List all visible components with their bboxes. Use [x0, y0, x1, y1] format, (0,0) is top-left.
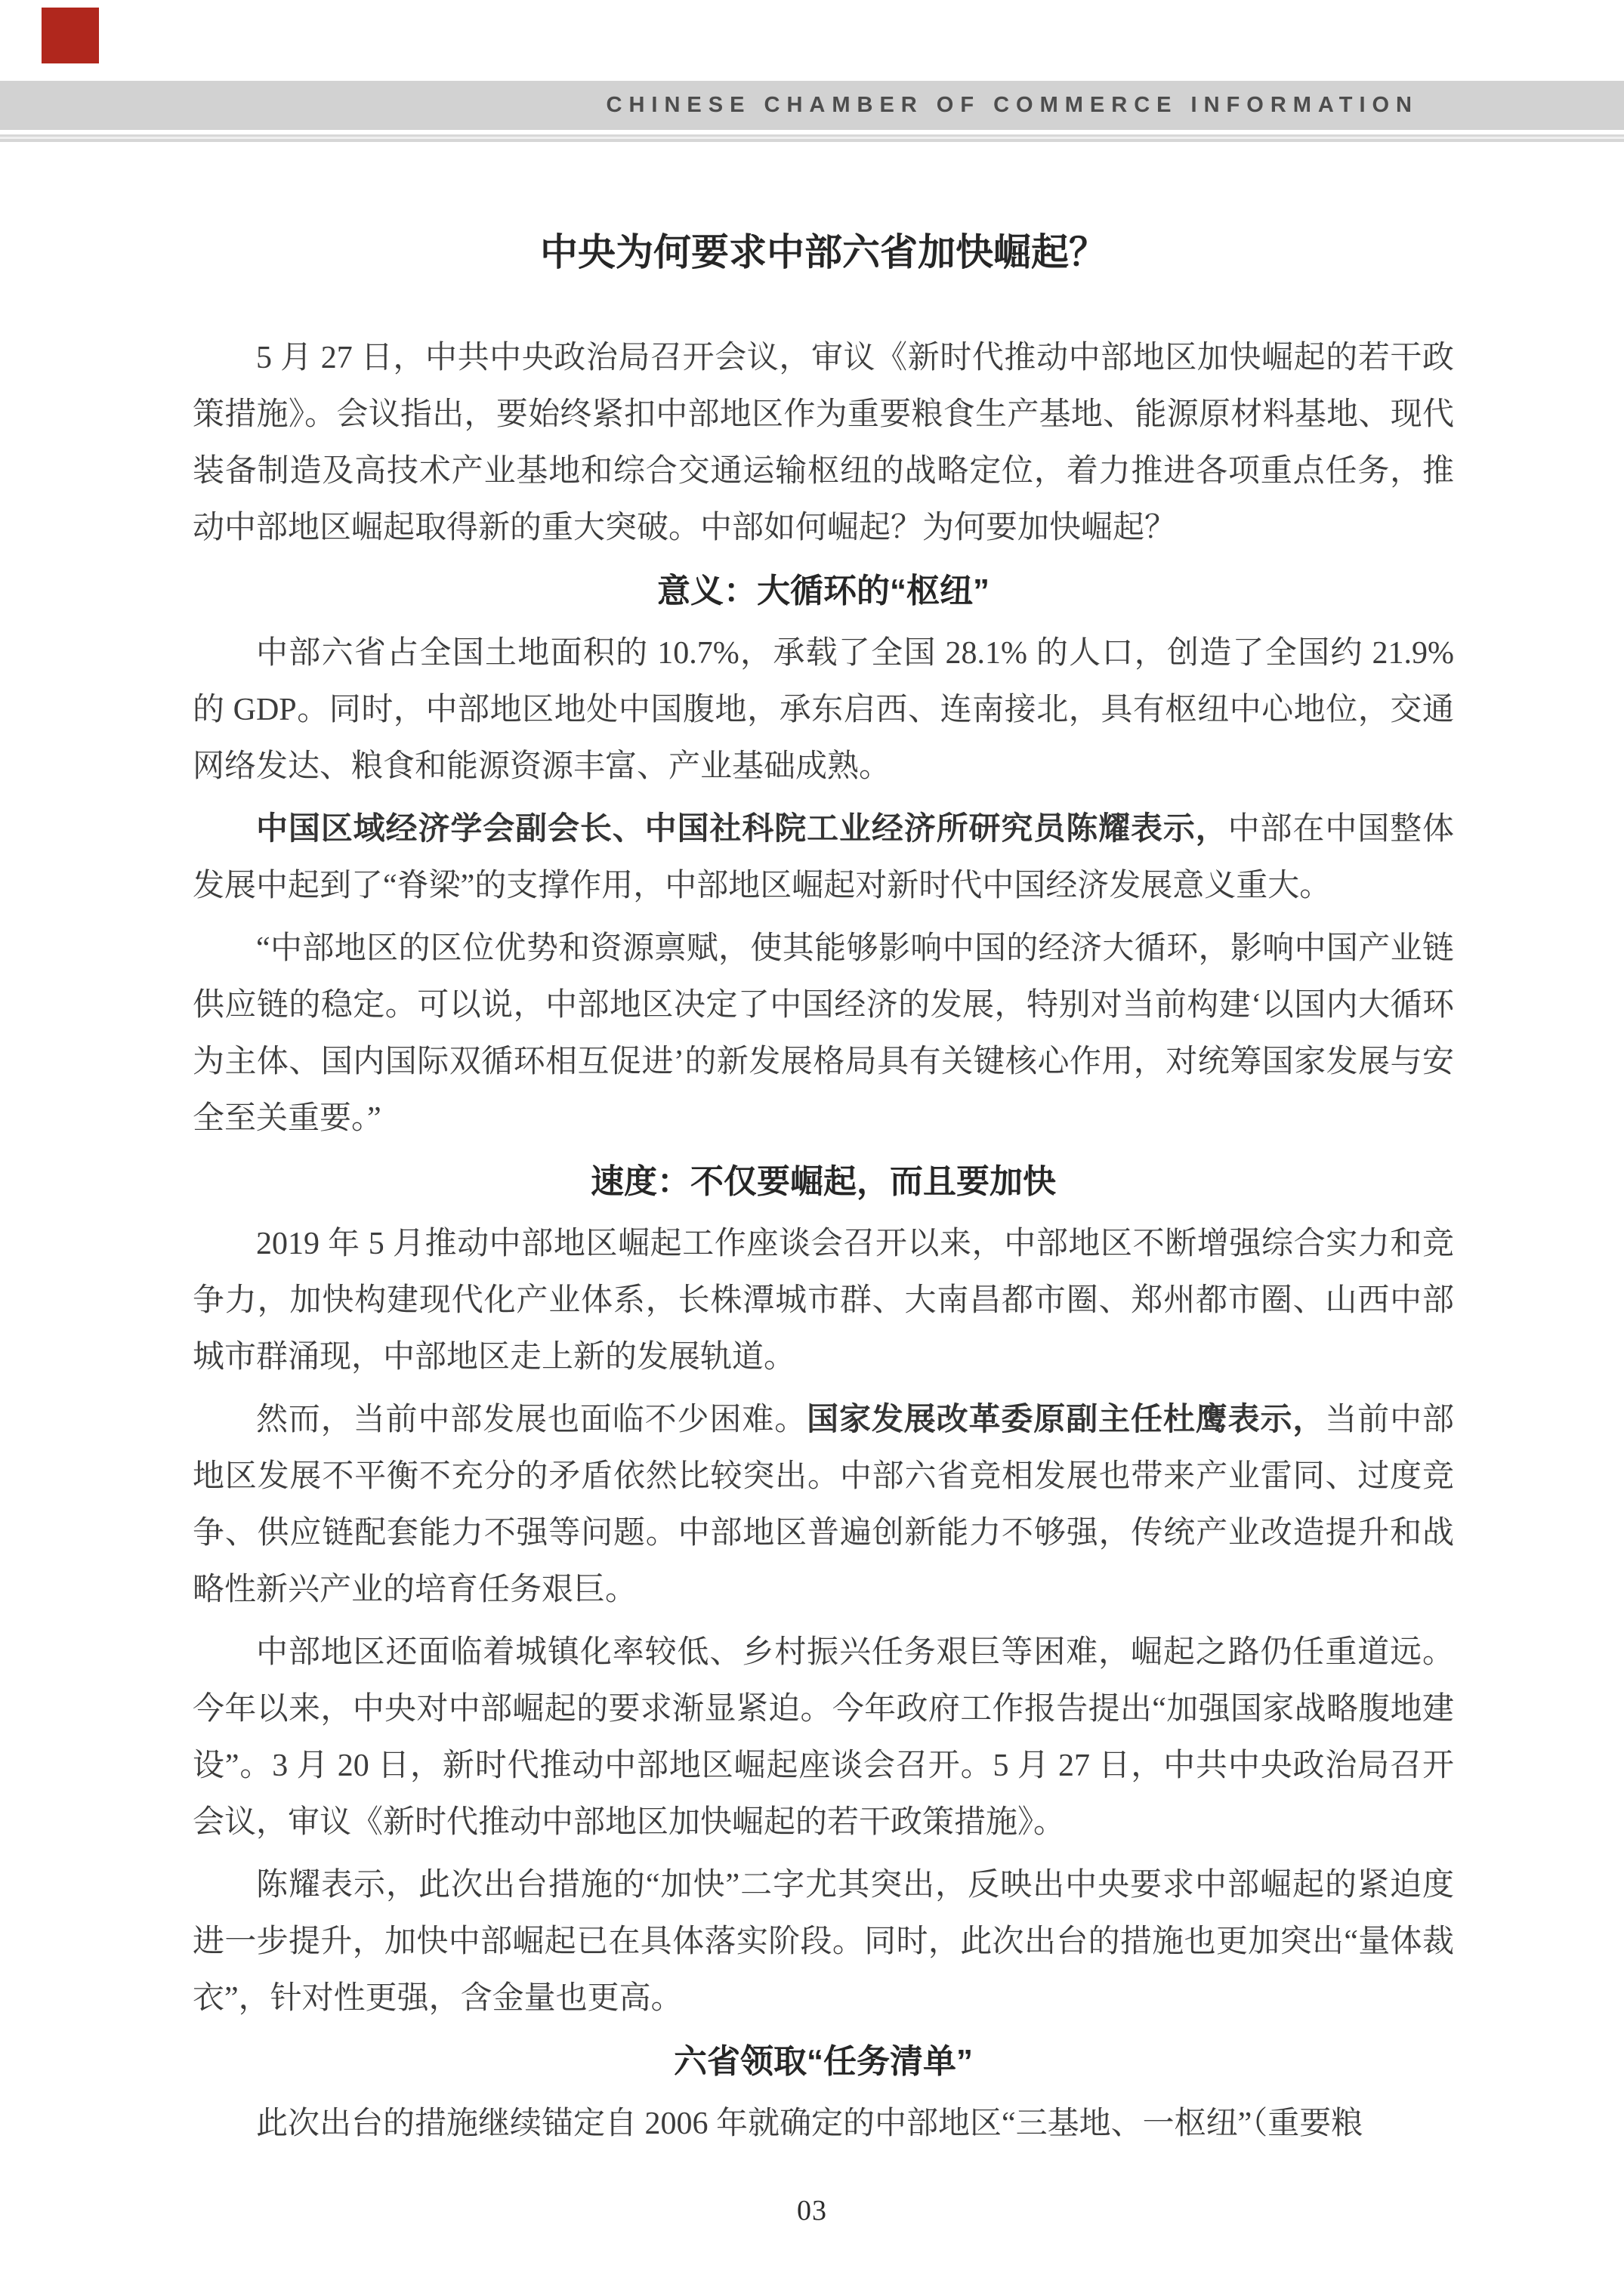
paragraph-6-lead: 然而，当前中部发展也面临不少困难。	[256, 1403, 807, 1437]
red-corner-mark	[42, 8, 99, 63]
paragraph-8: 陈耀表示，此次出台措施的“加快”二字尤其突出，反映出中央要求中部崛起的紧迫度进一步提升，加快中部崛起已在具体落实阶段。同时，此次出台的措施也更加突出“量体裁衣”，针对性更强，含金量也更高。	[193, 1868, 1454, 2016]
paragraph-3	[193, 801, 1454, 915]
paragraph-2: 中部六省占全国土地面积的 10.7%，承载了全国 28.1% 的人口，创造了全国约 21.9% 的 GDP。同时，中部地区地处中国腹地，承东启西、连南接北，具有枢纽中心地位，交通网络发达、粮食和能源资源丰富、产业基础成熟。	[193, 636, 1454, 784]
paragraph-7: 中部地区还面临着城镇化率较低、乡村振兴任务艰巨等困难，崛起之路仍任重道远。今年以来，中央对中部崛起的要求渐显紧迫。今年政府工作报告提出“加强国家战略腹地建设”。3 月 20 日，新时代推动中部地区崛起座谈会召开。5 月 27 日，中共中央政治局召开会议，审议《新时代推动中部地区加快崛起的若干政策措施》。	[193, 1635, 1454, 1840]
bold-run-chen-yao: 中国区域经济学会副会长、中国社科院工业经济所研究员陈耀表示，	[256, 812, 1228, 847]
paragraph-1: 5 月 27 日，中共中央政治局召开会议，审议《新时代推动中部地区加快崛起的若干政策措施》。会议指出，要始终紧扣中部地区作为重要粮食生产基地、能源原材料基地、现代装备制造及高技术产业基地和综合交通运输枢纽的战略定位，着力推进各项重点任务，推动中部地区崛起取得新的重大突破。中部如何崛起？为何要加快崛起？	[193, 341, 1454, 545]
paragraph-4: “中部地区的区位优势和资源禀赋，使其能够影响中国的经济大循环，影响中国产业链供应链的稳定。可以说，中部地区决定了中国经济的发展，特别对当前构建‘以国内大循环为主体、国内国际双循环相互促进’的新发展格局具有关键核心作用，对统筹国家发展与安全至关重要。”	[193, 931, 1454, 1136]
article-title: 中央为何要求中部六省加快崛起？	[540, 231, 1107, 273]
page-number: 03	[797, 2195, 827, 2227]
paragraph-3-rest: 中部在中国整体发展中起到了“脊梁”的支撑作用，中部地区崛起对新时代中国经济发展意义重大。	[193, 812, 1454, 903]
paragraph-9: 此次出台的措施继续锚定自 2006 年就确定的中部地区“三基地、一枢纽”（重要粮	[256, 2106, 1363, 2141]
paragraph-6	[193, 1392, 1454, 1619]
paragraph-5: 2019 年 5 月推动中部地区崛起工作座谈会召开以来，中部地区不断增强综合实力和竞争力，加快构建现代化产业体系，长株潭城市群、大南昌都市圈、郑州都市圈、山西中部城市群涌现，中部地区走上新的发展轨道。	[193, 1227, 1454, 1375]
section-heading-task-list: 六省领取“任务清单”	[674, 2043, 973, 2080]
article-body	[193, 0, 1454, 2159]
bold-run-du-ying: 国家发展改革委原副主任杜鹰表示，	[807, 1403, 1326, 1437]
page-footer	[0, 2194, 1624, 2227]
header-band-text: CHINESE CHAMBER OF COMMERCE INFORMATION	[606, 93, 1419, 117]
paragraph-6-rest: 当前中部地区发展不平衡不充分的矛盾依然比较突出。中部六省竞相发展也带来产业雷同、过度竞争、供应链配套能力不强等问题。中部地区普遍创新能力不够强，传统产业改造提升和战略性新兴产业的培育任务艰巨。	[193, 1403, 1454, 1607]
section-heading-speed: 速度：不仅要崛起，而且要加快	[591, 1163, 1056, 1200]
section-heading-significance: 意义：大循环的“枢纽”	[657, 572, 990, 610]
